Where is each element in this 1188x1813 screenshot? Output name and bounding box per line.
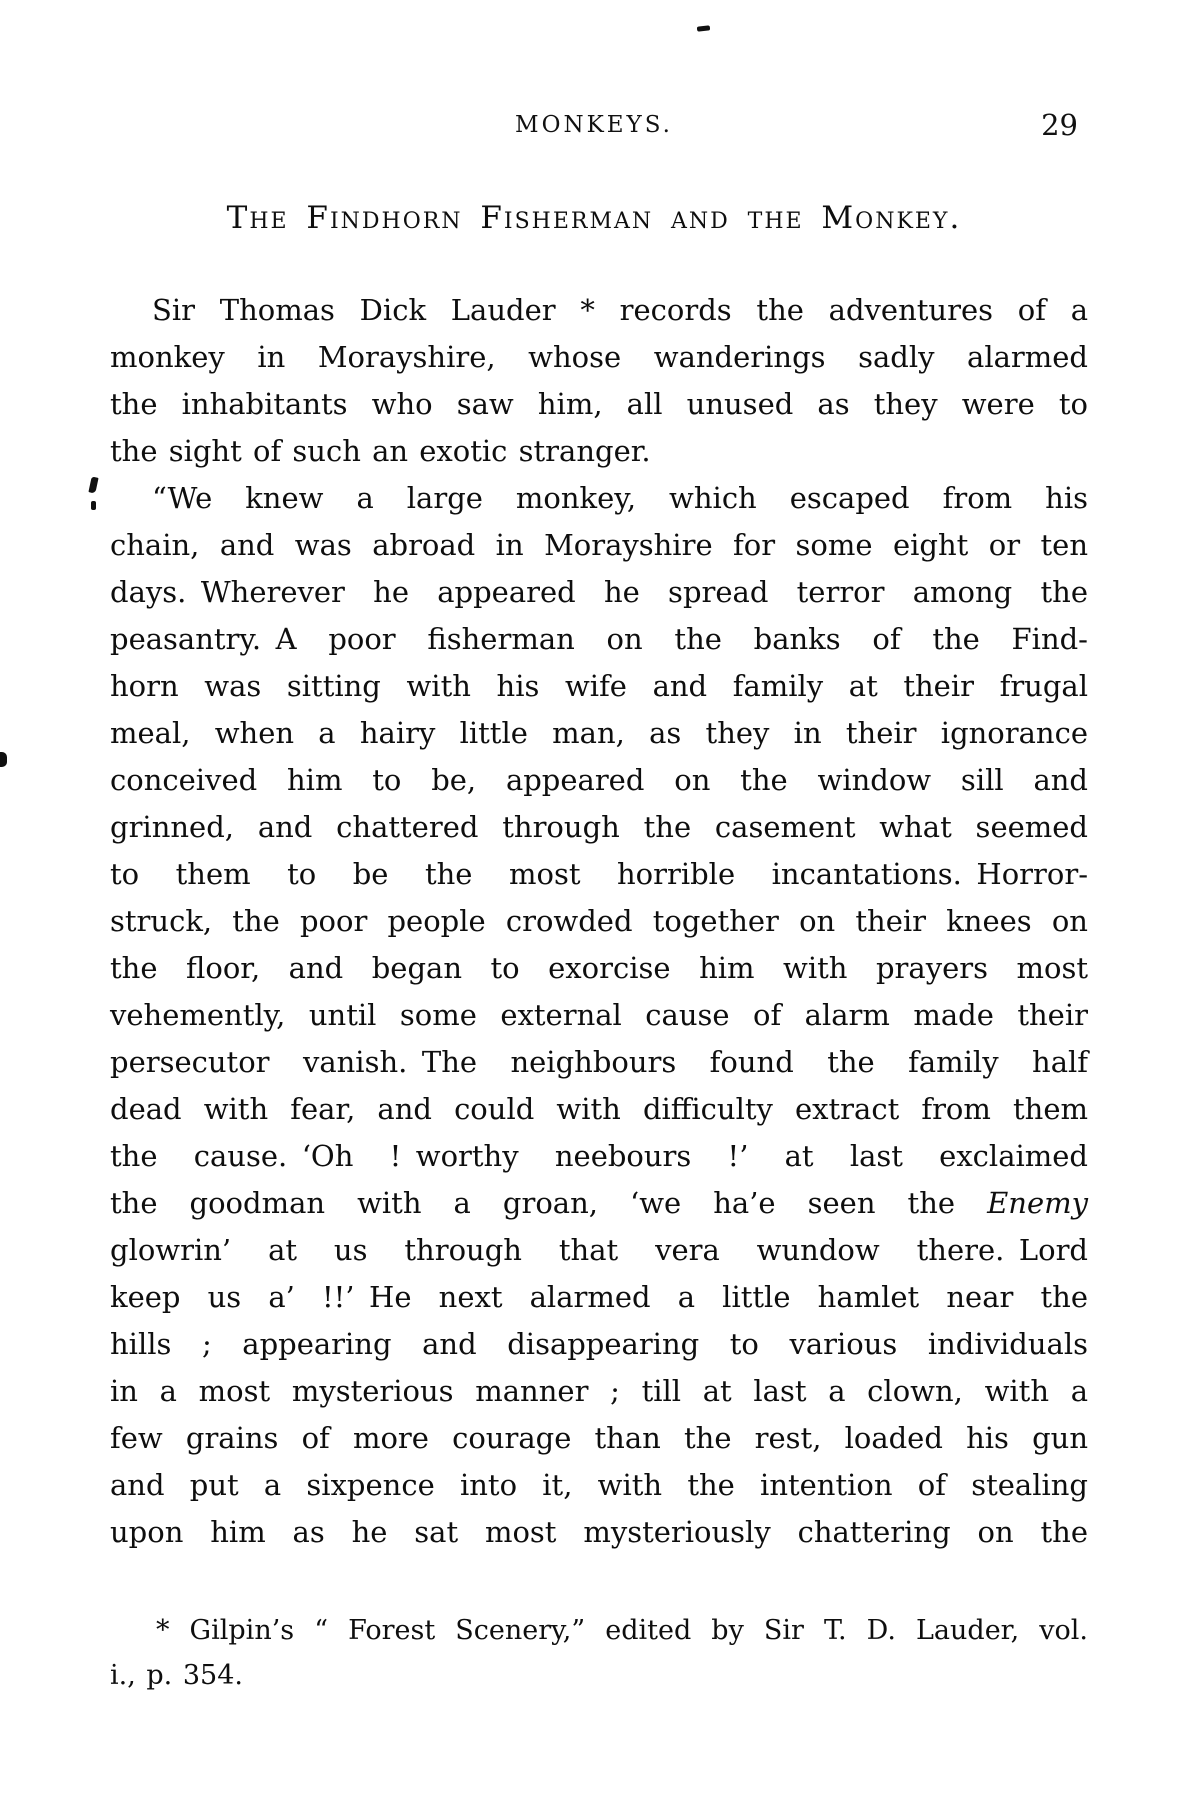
text-line: monkey in Morayshire, whose wanderings sadly alarmed: [110, 340, 1088, 374]
page-number: 29: [1041, 108, 1078, 142]
text-line: the sight of such an exotic stranger.: [110, 434, 651, 468]
text-line: glowrin’ at us through that vera wundow there. Lord: [110, 1233, 1088, 1267]
text-line: the goodman with a groan, ‘we ha’e seen the Enemy: [110, 1186, 1088, 1220]
text-line: * Gilpin’s “ Forest Scenery,” edited by Sir T. D. Lauder, vol.: [156, 1615, 1088, 1646]
text-line: Sir Thomas Dick Lauder * records the adventures of a: [152, 293, 1088, 327]
chapter-title: The Findhorn Fisherman and the Monkey.: [226, 200, 962, 236]
text-line: days. Wherever he appeared he spread terror among the: [110, 575, 1088, 609]
scan-artifact-margin-dot: [91, 501, 96, 510]
text-line: meal, when a hairy little man, as they in their ignorance: [110, 716, 1088, 750]
text-line: the inhabitants who saw him, all unused as they were to: [110, 387, 1088, 421]
text-line: upon him as he sat most mysteriously chattering on the: [110, 1515, 1088, 1549]
text-line: persecutor vanish. The neighbours found the family half: [110, 1045, 1088, 1079]
text-line: grinned, and chattered through the casement what seemed: [110, 810, 1088, 844]
text-line: the cause. ‘Oh ! worthy neebours !’ at last exclaimed: [110, 1139, 1088, 1173]
text-line: horn was sitting with his wife and family at their frugal: [110, 669, 1088, 703]
text-line: dead with fear, and could with difficulty extract from them: [110, 1092, 1088, 1126]
scan-artifact-margin-mark: [88, 476, 98, 493]
text-line: the floor, and began to exorcise him with prayers most: [110, 951, 1088, 985]
text-line: to them to be the most horrible incantations. Horror-: [110, 857, 1088, 891]
footnote: [110, 1608, 1088, 1698]
text-line: keep us a’ !!’ He next alarmed a little hamlet near the: [110, 1280, 1088, 1314]
text-line: and put a sixpence into it, with the intention of stealing: [110, 1468, 1088, 1502]
text-line: conceived him to be, appeared on the window sill and: [110, 763, 1088, 797]
body-text: [110, 287, 1088, 1556]
text-line: few grains of more courage than the rest, loaded his gun: [110, 1421, 1088, 1455]
text-line: chain, and was abroad in Morayshire for some eight or ten: [110, 528, 1088, 562]
text-line: peasantry. A poor fisherman on the banks of the Find-: [110, 622, 1088, 656]
scan-artifact-dash: [697, 25, 710, 31]
text-line: hills ; appearing and disappearing to various individuals: [110, 1327, 1088, 1361]
text-line: in a most mysterious manner ; till at last a clown, with a: [110, 1374, 1088, 1408]
text-line: “We knew a large monkey, which escaped from his: [152, 481, 1088, 515]
page-header: [0, 108, 1188, 146]
running-title: MONKEYS.: [515, 112, 673, 138]
scan-artifact-edge-blob: [0, 752, 7, 767]
text-line: struck, the poor people crowded together on their knees on: [110, 904, 1088, 938]
text-line: vehemently, until some external cause of alarm made their: [110, 998, 1088, 1032]
text-line: i., p. 354.: [110, 1660, 243, 1691]
